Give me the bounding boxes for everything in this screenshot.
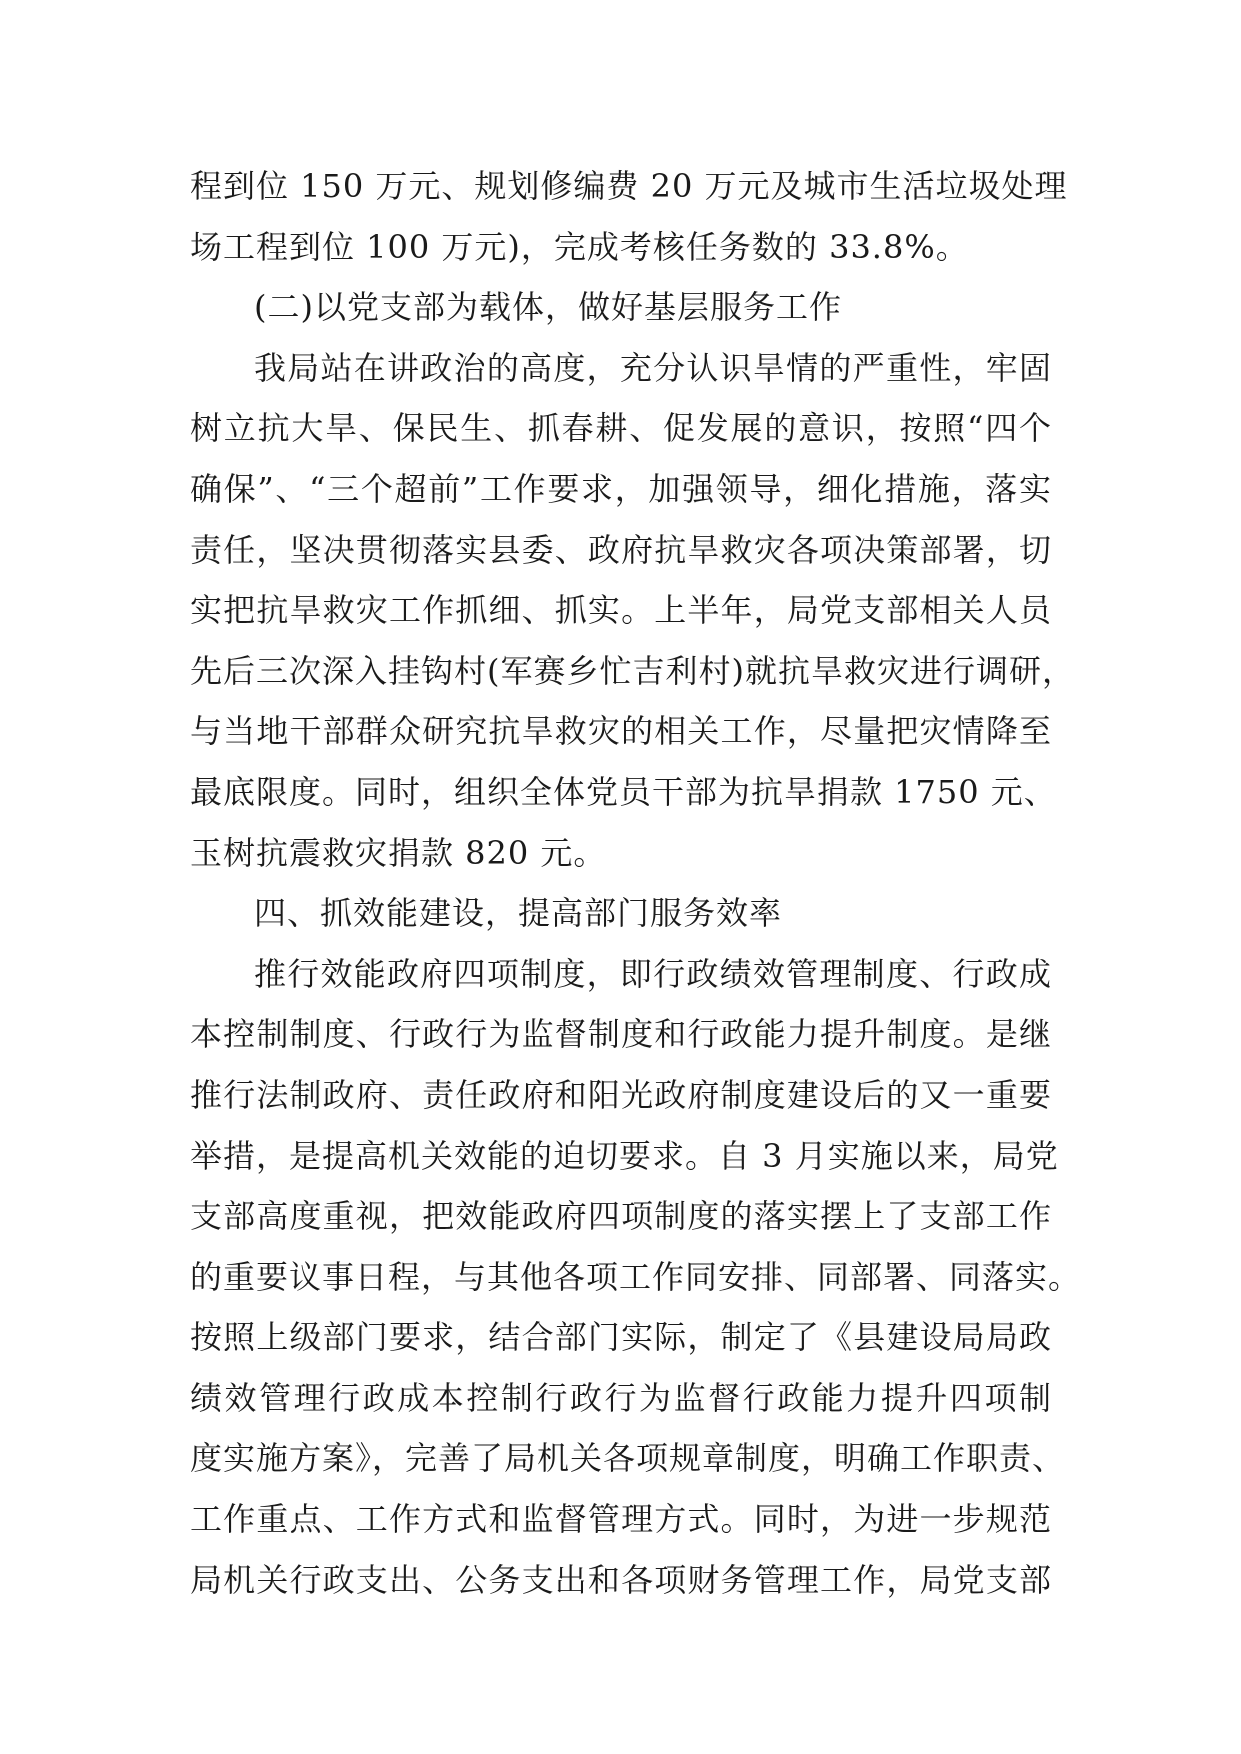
text-line: 程到位 150 万元、规划修编费 20 万元及城市生活垃圾处理 <box>190 167 1068 205</box>
text-line: (二)以党支部为载体，做好基层服务工作 <box>254 288 842 327</box>
text-line: 最底限度。同时，组织全体党员干部为抗旱捐款 1750 元、 <box>190 772 1057 811</box>
text-line: 场工程到位 100 万元)，完成考核任务数的 33.8%。 <box>190 227 969 266</box>
text-line: 工作重点、工作方式和监督管理方式。同时，为进一步规范 <box>190 1500 1052 1539</box>
text-line: 责任，坚决贯彻落实县委、政府抗旱救灾各项决策部署，切 <box>190 530 1052 569</box>
text-line: 实把抗旱救灾工作抓细、抓实。上半年，局党支部相关人员 <box>190 591 1052 630</box>
text-line: 举措，是提高机关效能的迫切要求。自 3 月实施以来，局党 <box>190 1136 1059 1175</box>
text-line: 先后三次深入挂钩村(军赛乡忙吉利村)就抗旱救灾进行调研， <box>190 651 1075 690</box>
text-line: 四、抓效能建设，提高部门服务效率 <box>254 894 783 933</box>
text-line: 玉树抗震救灾捐款 820 元。 <box>190 833 607 872</box>
text-line: 确保”、“三个超前”工作要求，加强领导，细化措施，落实 <box>190 469 1052 508</box>
text-line: 树立抗大旱、保民生、抓春耕、促发展的意识，按照“四个 <box>190 409 1052 448</box>
text-line: 按照上级部门要求，结合部门实际，制定了《县建设局局政 <box>190 1318 1052 1357</box>
text-line: 支部高度重视，把效能政府四项制度的落实摆上了支部工作 <box>190 1197 1052 1236</box>
text-line: 推行法制政府、责任政府和阳光政府制度建设后的又一重要 <box>190 1075 1052 1114</box>
text-line: 我局站在讲政治的高度，充分认识旱情的严重性，牢固 <box>254 348 1052 387</box>
text-line: 的重要议事日程，与其他各项工作同安排、同部署、同落实。 <box>190 1257 1082 1296</box>
text-line: 绩效管理行政成本控制行政行为监督行政能力提升四项制 <box>190 1378 1052 1417</box>
text-line: 度实施方案》，完善了局机关各项规章制度，明确工作职责、 <box>190 1439 1066 1478</box>
text-line: 局机关行政支出、公务支出和各项财务管理工作，局党支部 <box>190 1560 1052 1599</box>
text-line: 与当地干部群众研究抗旱救灾的相关工作，尽量把灾情降至 <box>190 712 1052 751</box>
text-line: 本控制制度、行政行为监督制度和行政能力提升制度。是继 <box>190 1015 1052 1054</box>
document-body <box>190 156 1082 1610</box>
text-line: 推行效能政府四项制度，即行政绩效管理制度、行政成 <box>254 954 1052 993</box>
